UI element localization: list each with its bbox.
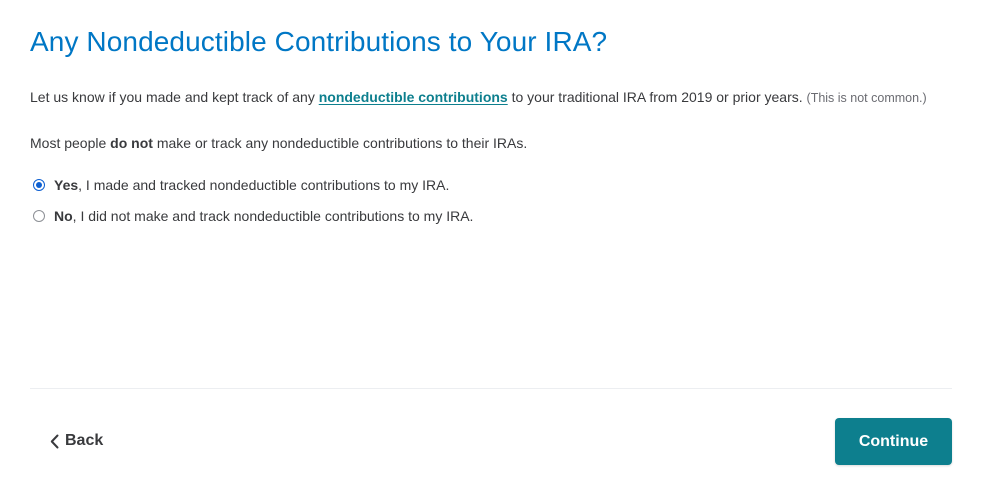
footer-divider: [30, 388, 952, 389]
radio-label-yes-text: , I made and tracked nondeductible contributions to my IRA.: [78, 177, 450, 193]
radio-label-no-bold: No: [54, 208, 73, 224]
radio-button-no[interactable]: [33, 210, 45, 222]
intro-text: [30, 87, 927, 108]
radio-label-no-text: , I did not make and track nondeductible contributions to my IRA.: [72, 208, 474, 224]
radio-button-yes[interactable]: [33, 179, 45, 191]
chevron-left-icon: [50, 434, 59, 449]
hint-emphasis: do not: [110, 135, 153, 151]
intro-text-start: Let us know if you made and kept track of any: [30, 89, 319, 105]
continue-button[interactable]: Continue: [835, 418, 952, 465]
hint-text-end: make or track any nondeductible contributions to their IRAs.: [152, 135, 528, 151]
intro-note: (This is not common.): [806, 91, 927, 105]
back-button[interactable]: [50, 432, 103, 450]
back-button-label: Back: [65, 432, 104, 449]
page-title: Any Nondeductible Contributions to Your IRA?: [30, 26, 608, 57]
hint-text: [30, 133, 527, 153]
nondeductible-contributions-link[interactable]: nondeductible contributions: [318, 89, 508, 105]
radio-label-no[interactable]: [54, 206, 473, 226]
radio-label-yes[interactable]: [54, 175, 449, 195]
hint-text-start: Most people: [30, 135, 111, 151]
radio-label-yes-bold: Yes: [54, 177, 79, 193]
intro-text-end: to your traditional IRA from 2019 or prior years.: [507, 89, 807, 105]
radio-option-no[interactable]: [33, 206, 473, 226]
radio-option-yes[interactable]: [33, 175, 449, 195]
